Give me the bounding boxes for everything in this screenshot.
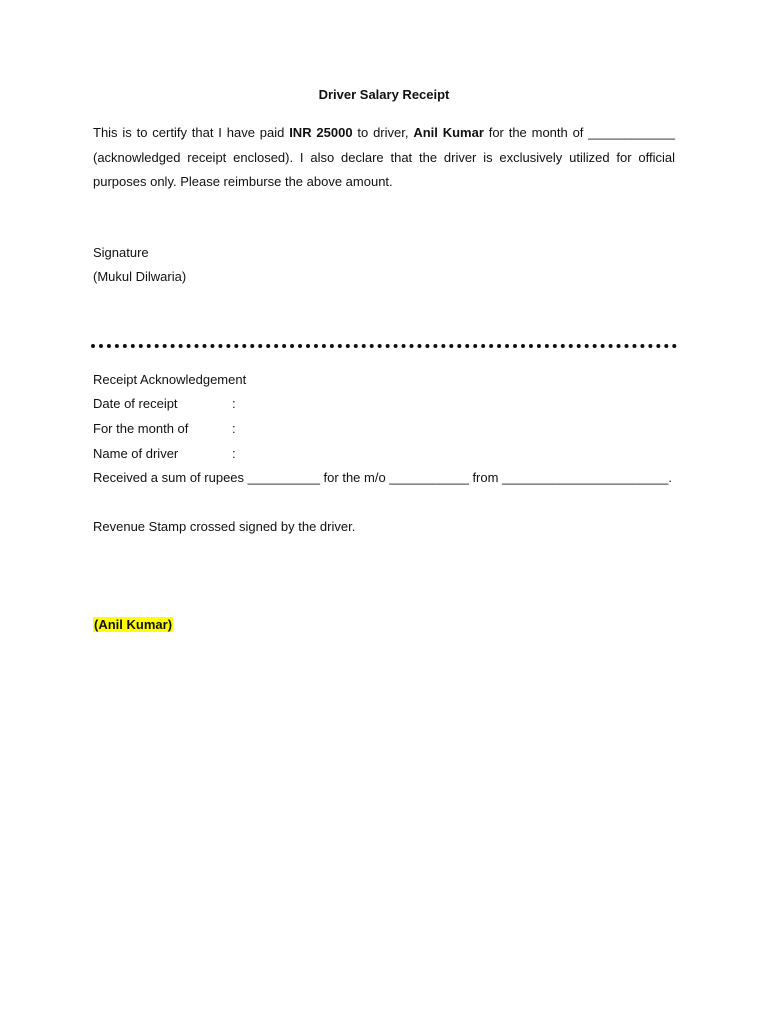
field-colon: :: [232, 446, 236, 461]
certificate-text-start: This is to certify that I have paid: [93, 125, 290, 140]
field-label: Name of driver: [93, 446, 179, 461]
signee-name: Anil Kumar: [98, 617, 168, 632]
received-sum-line: Received a sum of rupees __________ for the m/o ___________ from _______________________.: [93, 470, 672, 485]
signature-label: Signature: [93, 245, 149, 260]
field-date-of-receipt: [93, 396, 236, 411]
section-divider: [91, 344, 677, 348]
field-label: Date of receipt: [93, 396, 178, 411]
document-title: Driver Salary Receipt: [318, 87, 450, 102]
certificate-text-middle: to driver,: [352, 125, 414, 140]
open-paren: (: [94, 617, 99, 632]
driver-signee-name: [93, 617, 173, 632]
revenue-stamp-note: Revenue Stamp crossed signed by the driver.: [93, 519, 356, 534]
field-name-of-driver: [93, 446, 236, 461]
payment-amount: INR 25000: [289, 125, 353, 140]
field-for-the-month: [93, 421, 236, 436]
certificate-paragraph: [93, 121, 675, 195]
field-colon: :: [232, 396, 236, 411]
driver-name: Anil Kumar: [413, 125, 484, 140]
acknowledgement-heading: Receipt Acknowledgement: [93, 372, 247, 387]
field-label: For the month of: [93, 421, 189, 436]
signatory-name: (Mukul Dilwaria): [93, 269, 187, 284]
close-paren: ): [167, 617, 173, 632]
certificate-text-end: for the month of ____________ (acknowledged receipt enclosed). I also declare that the driver is exclusively utilized for official purposes only. Please reimburse the above amount.: [93, 125, 676, 189]
field-colon: :: [232, 421, 236, 436]
